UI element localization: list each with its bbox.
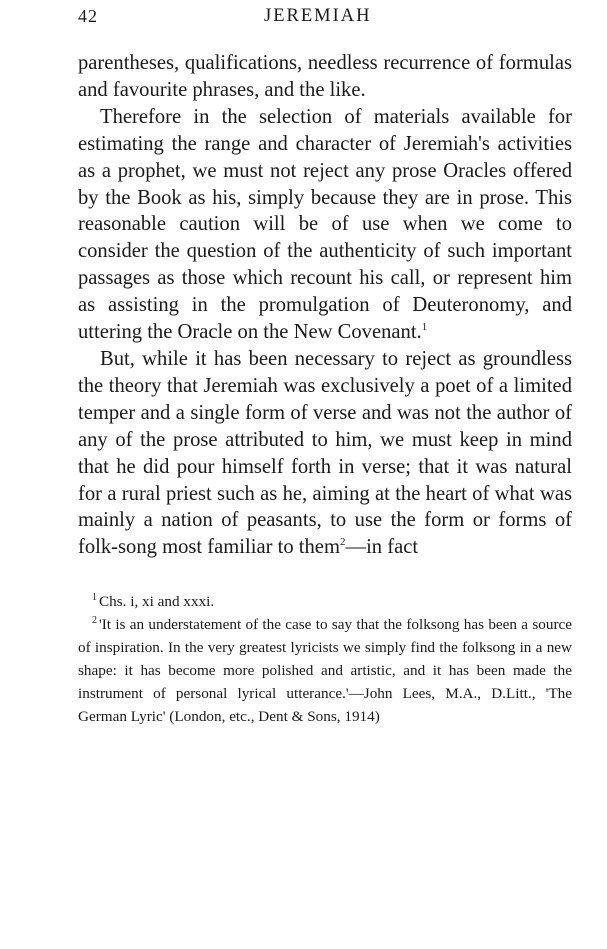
footnote-reference: 2 [339, 536, 346, 549]
footnote-2 [78, 614, 572, 729]
running-title: JEREMIAH [264, 6, 372, 26]
body-text [78, 50, 572, 561]
footnote-mark: 1 [92, 592, 97, 604]
paragraph-text: But, while it has been necessary to reject as groundless the theory that Jeremiah was exclusively a poet of a limited temper and a single form of verse and was not the author of any of the prose attributed to him, we must keep in mind that he did pour himself forth in verse; that it was natural for a rural priest such as he, aiming at the heart of what was mainly a nation of peasants, to use the form or forms of folk-song most familiar to them [78, 347, 572, 559]
page-number: 42 [78, 6, 98, 26]
paragraph-text: Therefore in the selection of materials available for estimating the range and character of Jeremiah's activities as a prophet, we must not reject any prose Oracles offered by the Book as his, simply because they are in prose. This reasonable caution will be of use when we come to consider the question of the authenticity of such important passages as those which recount his call, or represent him as assisting in the promulgation of Deuteronomy, and uttering the Oracle on the New Covenant. [78, 105, 572, 344]
footnote-text: 'It is an understatement of the case to say that the folksong has been a source of inspiration. In the very greatest lyricists we simply find the folksong in a new shape: it has become more polished and artistic, and it has been made the instrument of personal lyrical utterance.'—John Lees, M.A., D.Litt., 'The German Lyric' (London, etc., Dent & Sons, 1914) [78, 616, 572, 725]
paragraph-poet-theory [78, 346, 572, 561]
running-head [78, 6, 572, 42]
footnote-1 [78, 591, 572, 614]
paragraph-selection-of-materials [78, 104, 572, 346]
footnote-reference: 1 [421, 321, 428, 334]
paragraph-continuation [78, 50, 572, 104]
book-page [78, 0, 572, 729]
footnote-mark: 2 [92, 615, 97, 627]
footnote-text: Chs. i, xi and xxxi. [99, 593, 215, 611]
paragraph-text-continued: —in fact [345, 536, 419, 559]
footnotes [78, 591, 572, 728]
paragraph-text: parentheses, qualifications, needless recurrence of formulas and favourite phrases, and the like. [78, 52, 572, 101]
